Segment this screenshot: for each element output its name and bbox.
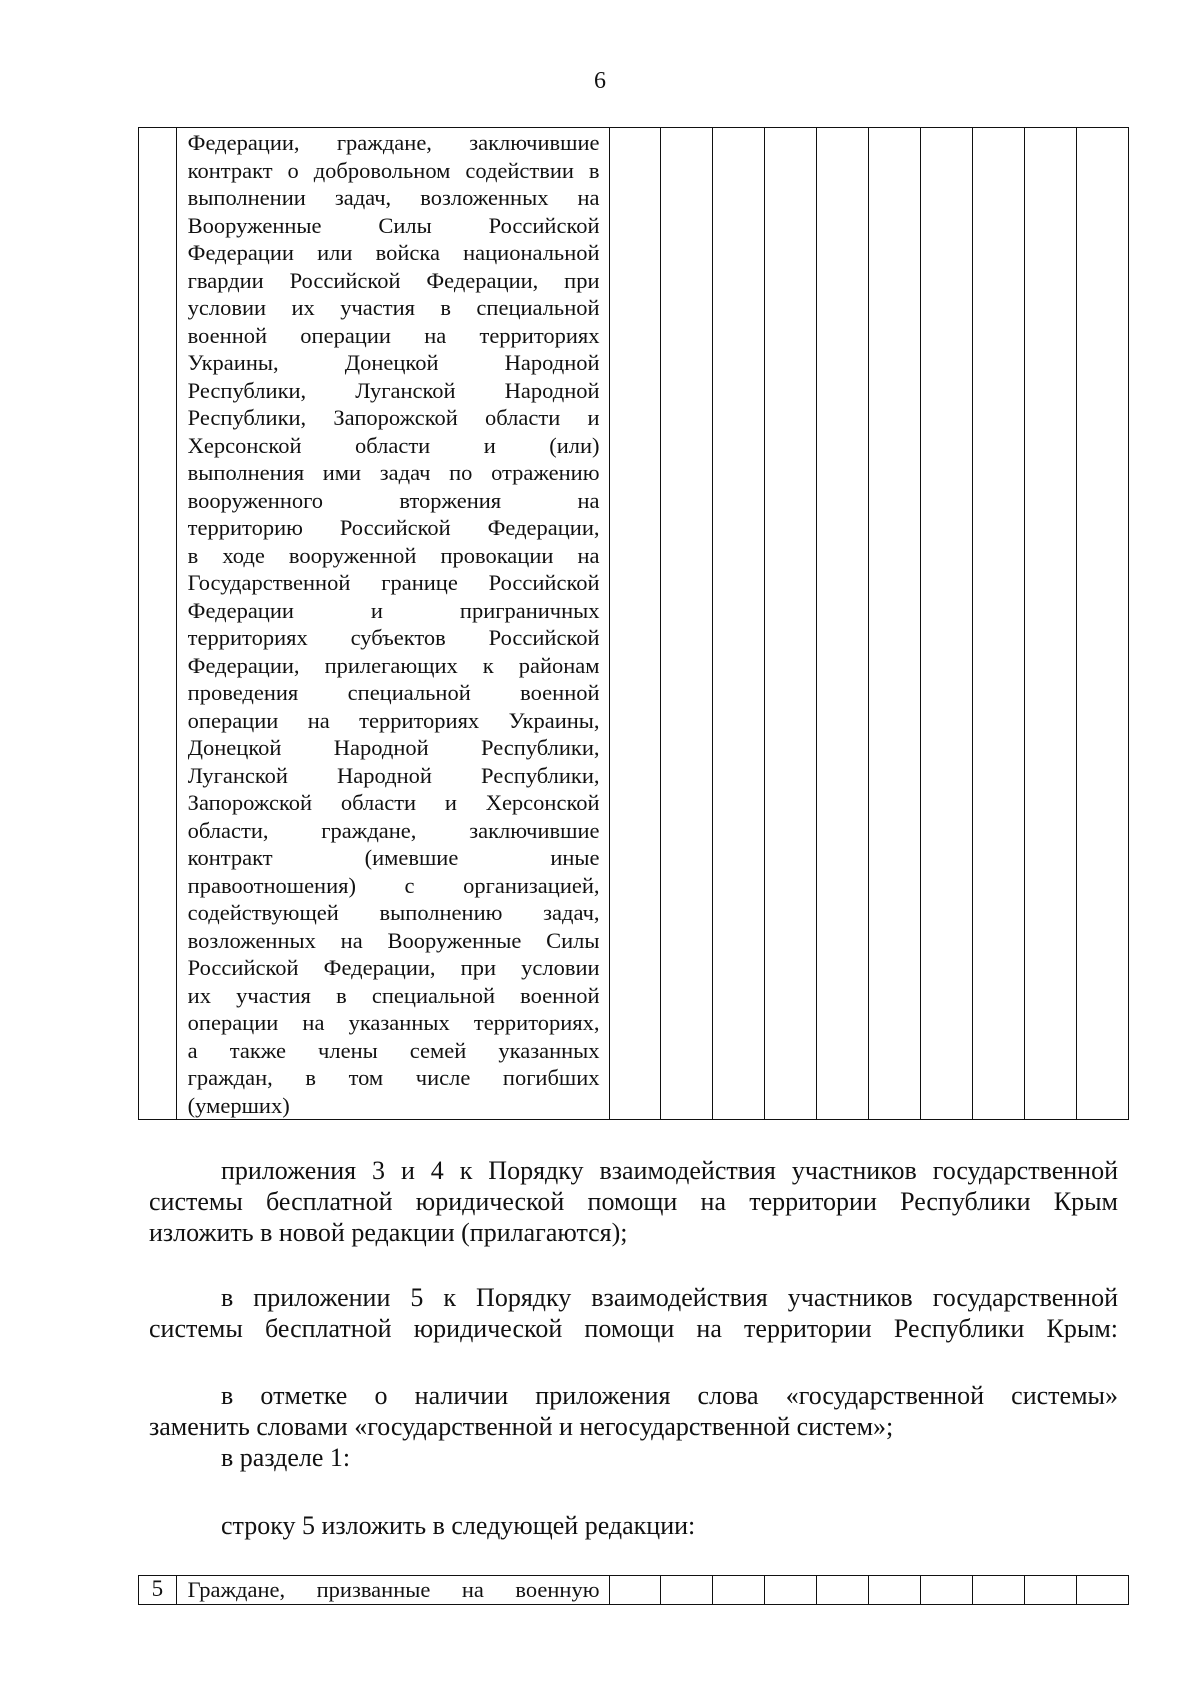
description-line: Российской Федерации, при условии <box>187 955 600 980</box>
paragraph-line: в приложении 5 к Порядку взаимодействия участников государственной <box>221 1283 1118 1312</box>
description-line: содействующей выполнению задач, <box>187 900 600 925</box>
legal-aid-table-continuation <box>138 127 1129 1120</box>
table-row <box>139 128 1129 1120</box>
paragraph-appendix-3-4 <box>149 1155 1118 1248</box>
paragraph-row-5 <box>149 1510 1118 1541</box>
description-line: в ходе вооруженной провокации на <box>187 542 600 568</box>
new-row-5-table <box>138 1575 1129 1605</box>
table-cell <box>1076 1576 1128 1605</box>
table-cell <box>869 128 921 1120</box>
description-line: выполнения ими задач по отражению <box>187 460 600 485</box>
table-cell <box>765 1576 817 1605</box>
description-line: выполнении задач, возложенных на <box>187 185 600 210</box>
table-cell <box>973 128 1025 1120</box>
description-line: территориях субъектов Российской <box>187 625 600 650</box>
description-line: проведения специальной военной <box>187 680 600 705</box>
paragraph-line: системы бесплатной юридической помощи на территории Республики Крым: <box>149 1314 1118 1343</box>
description-line: Федерации и приграничных <box>187 597 600 623</box>
table-cell <box>1076 128 1128 1120</box>
table-cell <box>1025 1576 1077 1605</box>
table-cell <box>817 1576 869 1605</box>
row-number-cell <box>139 128 177 1120</box>
description-line: их участия в специальной военной <box>187 982 600 1008</box>
table-cell <box>921 1576 973 1605</box>
description-line: вооруженного вторжения на <box>187 487 600 513</box>
paragraph-line: в разделе 1: <box>221 1443 351 1472</box>
description-line: Вооруженные Силы Российской <box>187 212 600 238</box>
description-line: Государственной границе Российской <box>187 570 600 595</box>
description-line: области, граждане, заключившие <box>187 817 600 843</box>
table-cell <box>713 128 765 1120</box>
paragraph-appendix-5 <box>149 1282 1118 1344</box>
table-cell <box>869 1576 921 1605</box>
description-line: условии их участия в специальной <box>187 295 600 320</box>
description-line: Херсонской области и (или) <box>187 432 600 458</box>
description-line: Луганской Народной Республики, <box>187 762 600 788</box>
table-cell <box>921 128 973 1120</box>
table-cell <box>661 128 713 1120</box>
description-line: военной операции на территориях <box>187 322 600 348</box>
paragraph-line: в отметке о наличии приложения слова «государственной системы» <box>221 1381 1118 1410</box>
description-line: (умерших) <box>187 1092 290 1118</box>
paragraph-attachment-mark <box>149 1380 1118 1473</box>
description-line: Республики, Запорожской области и <box>187 405 600 430</box>
description-line: контракт (имевшие иные <box>187 845 600 870</box>
paragraph-line: изложить в новой редакции (прилагаются); <box>149 1218 628 1247</box>
description-line: Республики, Луганской Народной <box>187 377 600 403</box>
description-line: Федерации, граждане, заключившие <box>187 130 600 155</box>
table-cell <box>661 1576 713 1605</box>
table-cell <box>817 128 869 1120</box>
description-line: правоотношения) с организацией, <box>187 872 600 898</box>
table-cell <box>609 1576 661 1605</box>
description-line: Запорожской области и Херсонской <box>187 790 600 815</box>
description-line: Донецкой Народной Республики, <box>187 735 600 760</box>
description-line: контракт о добровольном содействии в <box>187 157 600 183</box>
category-description: Граждане, призванные на военную <box>187 1577 600 1602</box>
description-line: Федерации или войска национальной <box>187 240 600 265</box>
category-description-cell <box>176 1576 609 1605</box>
paragraph-line: приложения 3 и 4 к Порядку взаимодействия участников государственной <box>221 1156 1118 1185</box>
category-description <box>177 128 609 1119</box>
table-cell <box>765 128 817 1120</box>
table-row <box>139 1576 1129 1605</box>
paragraph-line: заменить словами «государственной и негосударственной систем»; <box>149 1412 894 1441</box>
description-line: а также члены семей указанных <box>187 1037 600 1063</box>
description-line: Федерации, прилегающих к районам <box>187 652 600 678</box>
description-line: территорию Российской Федерации, <box>187 515 600 540</box>
description-line: Украины, Донецкой Народной <box>187 350 600 375</box>
description-line: операции на территориях Украины, <box>187 707 600 733</box>
category-description-cell <box>176 128 609 1120</box>
page-number: 6 <box>594 68 606 94</box>
table-cell <box>1025 128 1077 1120</box>
table-cell <box>973 1576 1025 1605</box>
table-cell <box>609 128 661 1120</box>
paragraph-line: строку 5 изложить в следующей редакции: <box>221 1511 696 1540</box>
description-line: операции на указанных территориях, <box>187 1010 600 1035</box>
description-line: возложенных на Вооруженные Силы <box>187 927 600 953</box>
description-line: граждан, в том числе погибших <box>187 1065 600 1090</box>
row-number-cell: 5 <box>139 1576 177 1605</box>
description-line: гвардии Российской Федерации, при <box>187 267 600 293</box>
paragraph-line: системы бесплатной юридической помощи на территории Республики Крым <box>149 1187 1118 1216</box>
table-cell <box>713 1576 765 1605</box>
